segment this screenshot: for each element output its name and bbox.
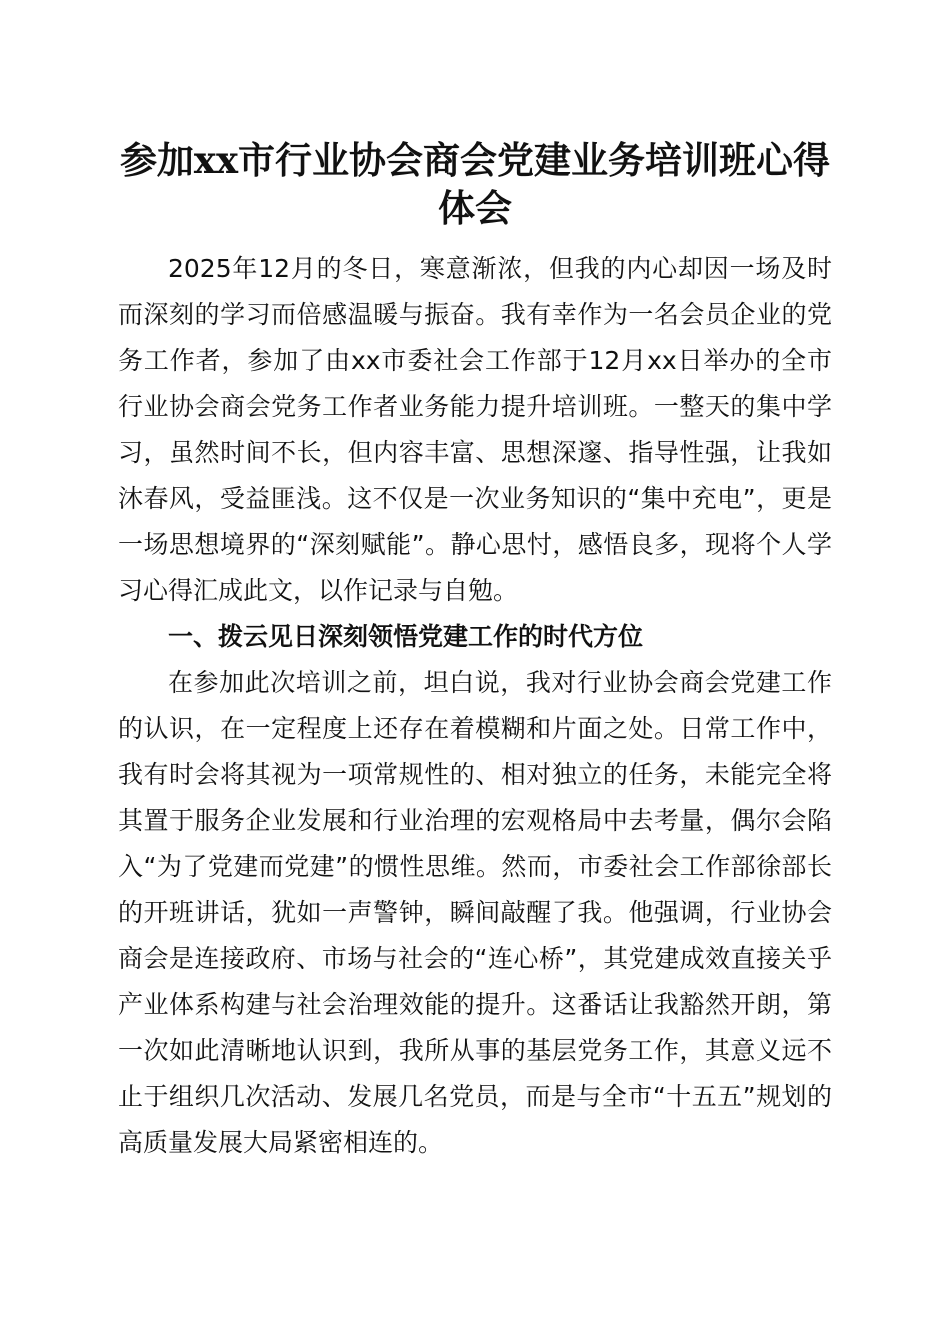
section-heading-1: 一、拨云见日深刻领悟党建工作的时代方位 (168, 622, 644, 651)
document-title: 参加xx市行业协会商会党建业务培训班心得体会 (119, 138, 831, 230)
paragraph-section-1: 在参加此次培训之前，坦白说，我对行业协会商会党建工作的认识，在一定程度上还存在着模糊和片面之处。日常工作中，我有时会将其视为一项常规性的、相对独立的任务，未能完全将其置于服务企业发展和行业治理的宏观格局中去考量，偶尔会陷入“为了党建而党建”的惯性思维。然而，市委社会工作部徐部长的开班讲话，犹如一声警钟，瞬间敲醒了我。他强调，行业协会商会是连接政府、市场与社会的“连心桥”，其党建成效直接关乎产业体系构建与社会治理效能的提升。这番话让我豁然开朗，第一次如此清晰地认识到，我所从事的基层党务工作，其意义远不止于组织几次活动、发展几名党员，而是与全市“十五五”规划的高质量发展大局紧密相连的。 (118, 668, 832, 1157)
document-body (118, 246, 832, 1166)
paragraph-intro: 2025年12月的冬日，寒意渐浓，但我的内心却因一场及时而深刻的学习而倍感温暖与振奋。我有幸作为一名会员企业的党务工作者，参加了由xx市委社会工作部于12月xx日举办的全市行业协会商会党务工作者业务能力提升培训班。一整天的集中学习，虽然时间不长，但内容丰富、思想深邃、指导性强，让我如沐春风，受益匪浅。这不仅是一次业务知识的“集中充电”，更是一场思想境界的“深刻赋能”。静心思忖，感悟良多，现将个人学习心得汇成此文，以作记录与自勉。 (118, 254, 832, 605)
